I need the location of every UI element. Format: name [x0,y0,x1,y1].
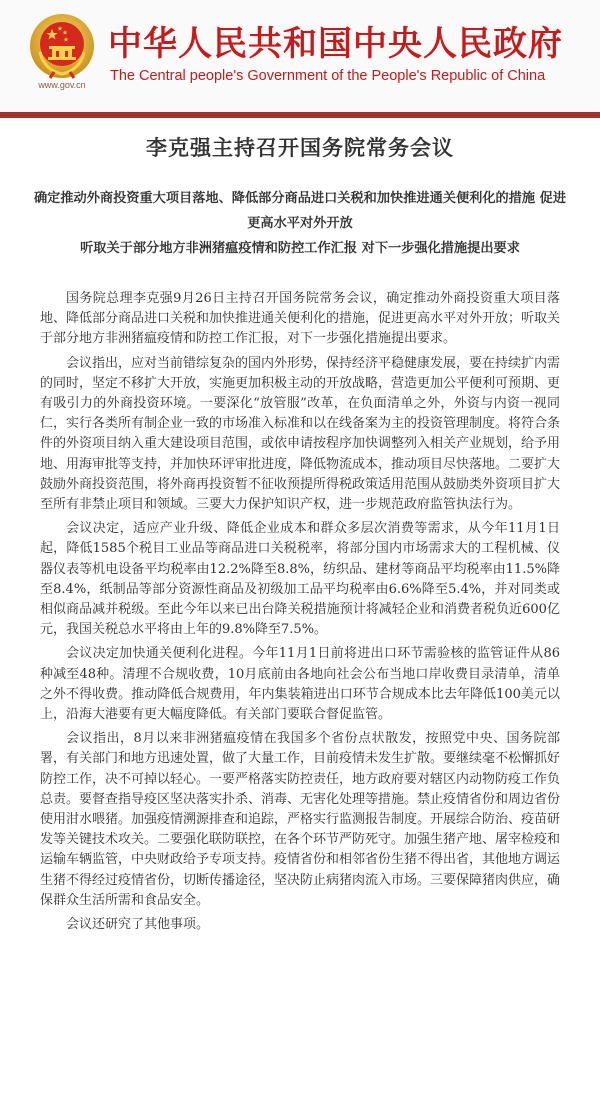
national-emblem-icon [28,12,96,80]
article-subtitles [30,186,570,261]
paragraph-2: 会议指出，应对当前错综复杂的国内外形势，保持经济平稳健康发展，要在持续扩内需的同时，坚定不移扩大开放，实施更加积极主动的开放战略，营造更加公平便利可预期、更有吸引力的外商投资环境。一要深化“放管服”改革，在负面清单之外，外资与内资一视同仁，实行各类所有制企业一致的市场准入标准和以在线备案为主的投资管理制度。将符合条件的外资项目纳入重大建设项目范围，或依申请按程序加快调整列入相关产业规划，给予用地、用海审批等支持，并加快环评审批进度，降低物流成本，推动项目尽快落地。二要扩大鼓励外商投资范围，将外商再投资暂不征收预提所得税政策适用范围从鼓励类外资项目扩大至所有非禁止项目和领域。三要大力保护知识产权，进一步规范政府监管执法行为。 [40,355,561,513]
subtitle-2: 听取关于部分地方非洲猪瘟疫情和防控工作汇报 对下一步强化措施提出要求 [80,241,520,256]
government-name-english: The Central people's Government of the People's Republic of China [110,68,546,84]
article-title: 李克强主持召开国务院常务会议 [146,136,454,160]
site-header [0,0,600,112]
paragraph-3: 会议决定，适应产业升级、降低企业成本和群众多层次消费等需求，从今年11月1日起，降低1585个税目工业品等商品进口关税税率，将部分国内市场需求大的工程机械、仪器仪表等机电设备平均税率由12.2%降至8.8%，纺织品、建材等商品平均税率由11.5%降至8.4%，纸制品等部分资源性商品及初级加工品平均税率由6.6%降至5.4%，并对同类或相似商品减并税级。至此今年以来已出台降关税措施预计将减轻企业和消费者税负近600亿元，我国关税总水平将由上年的9.8%降至7.5%。 [40,521,560,638]
paragraph-5: 会议指出，8月以来非洲猪瘟疫情在我国多个省份点状散发，按照党中央、国务院部署，有关部门和地方迅速处置，做了大量工作，目前疫情未发生扩散。要继续毫不松懈抓好防控工作，决不可掉以轻心。一要严格落实防控责任，地方政府要对辖区内动物防疫工作负总责。要督查指导疫区坚决落实扑杀、消毒、无害化处理等措施。禁止疫情省份和周边省份使用泔水喂猪。加强疫情溯源排查和追踪，严格实行监测报告制度。开展综合防治、疫苗研发等关键技术攻关。二要强化联防联控，在各个环节严防死守。加强生猪产地、屠宰检疫和运输车辆监管，中央财政给予专项支持。疫情省份和相邻省份生猪不得出省，其他地方调运生猪不得经过疫情省份，切断传播途径，坚决防止病猪肉流入市场。三要保障猪肉供应，确保群众生活所需和食品安全。 [40,731,561,908]
paragraph-1: 国务院总理李克强9月26日主持召开国务院常务会议，确定推动外商投资重大项目落地、降低部分商品进口关税和加快推进通关便利化的措施，促进更高水平对外开放；听取关于部分地方非洲猪瘟疫情和防控工作汇报，对下一步强化措施提出要求。 [40,291,561,347]
site-url[interactable]: www.gov.cn [38,80,86,90]
government-name-chinese: 中华人民共和国中央人民政府 [108,24,563,64]
paragraph-4: 会议决定加快通关便利化进程。今年11月1日前将进出口环节需验核的监管证件从86种减至48种。清理不合规收费，10月底前由各地向社会公布当地口岸收费目录清单，清单之外不得收费。推动降低合规费用，年内集装箱进出口环节合规成本比去年降低100美元以上，沿海大港要有更大幅度降低。有关部门要联合督促监管。 [40,646,560,723]
article-body [40,289,560,939]
paragraph-6: 会议还研究了其他事项。 [66,917,210,933]
header-divider [0,112,600,118]
subtitle-1: 确定推动外商投资重大项目落地、降低部分商品进口关税和加快推进通关便利化的措施 促进更高水平对外开放 [33,191,567,231]
